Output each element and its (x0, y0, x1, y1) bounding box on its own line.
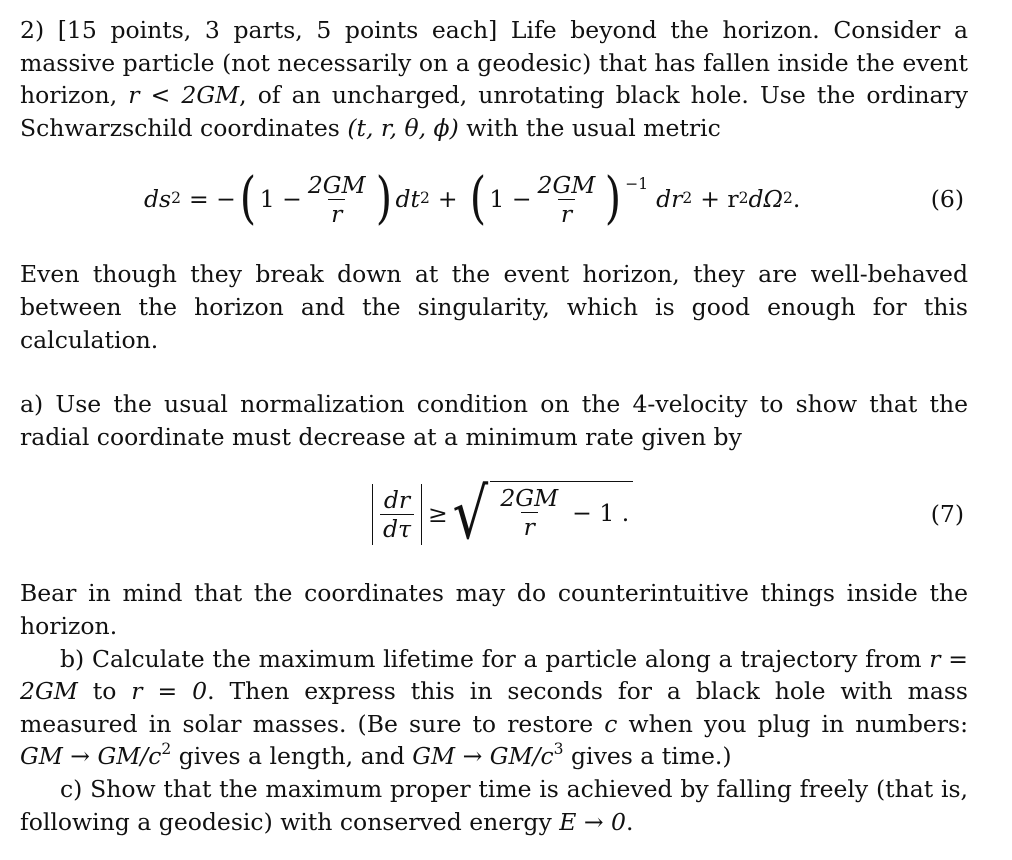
part-c-paragraph: c) Show that the maximum proper time is achieved by falling freely (that is, following a geodesic) with conserved energy E → 0. (20, 774, 968, 836)
equation-number-6: (6) (930, 185, 964, 214)
problem-page (20, 14, 968, 838)
caution-paragraph: Bear in mind that the coordinates may do counterintuitive things inside the horizon. (20, 579, 968, 640)
part-a-paragraph: a) Use the usual normalization condition on the 4-velocity to show that the radial coordinate must decrease at a minimum rate given by (20, 390, 968, 451)
part-b-paragraph: b) Calculate the maximum lifetime for a particle along a trajectory from r = 2GM to r = 0. Then express this in seconds for a black hole with mass measured in solar masses. (Be sure to restore c when you plug in numbers: GM → $GM/c^2$ gives a length, and GM → $GM/c^3$ gives a time.) (20, 644, 968, 771)
square-root: √ $\frac{2GM}{r}$ − 1 . (448, 479, 633, 549)
fraction-2gm-over-r-2: $\frac{2GM}{r}$ (537, 170, 596, 228)
fraction-2gm-over-r: $\frac{2GM}{r}$ (307, 170, 366, 228)
absolute-value: $\frac{dr}{d\tau}$ (372, 484, 422, 545)
equation-7: $\frac{dr}{d\tau}$ ≥ √ $\frac{2GM}{r}$ − 1 . (7) (20, 473, 968, 555)
intro-paragraph: 2) [15 points, 3 parts, 5 points each] Life beyond the horizon. Consider a massive particle (not necessarily on a geodesic) that has fallen inside the event horizon, r < 2GM, of an uncharged, unrotating black hole. Use the ordinary Schwarzschild coordinates (t, r, θ, ϕ) with the usual metric (20, 16, 968, 142)
validity-paragraph: Even though they break down at the event horizon, they are well-behaved between the horizon and the singularity, which is good enough for this calculation. (20, 260, 968, 354)
schwarzschild-coords: (t, r, θ, ϕ) (347, 113, 459, 142)
equation-6: ds $^2$ = − ( 1 − $\frac{2GM}{r}$ ) dt $^2$ + ( 1 − $\frac{2GM}{r}$ ) $^{-1}$ dr $^2$ + r $^2$ dΩ $^2$ . (6) (20, 158, 968, 240)
horizon-condition: r < 2GM (128, 81, 240, 110)
equation-number-7: (7) (930, 500, 964, 529)
